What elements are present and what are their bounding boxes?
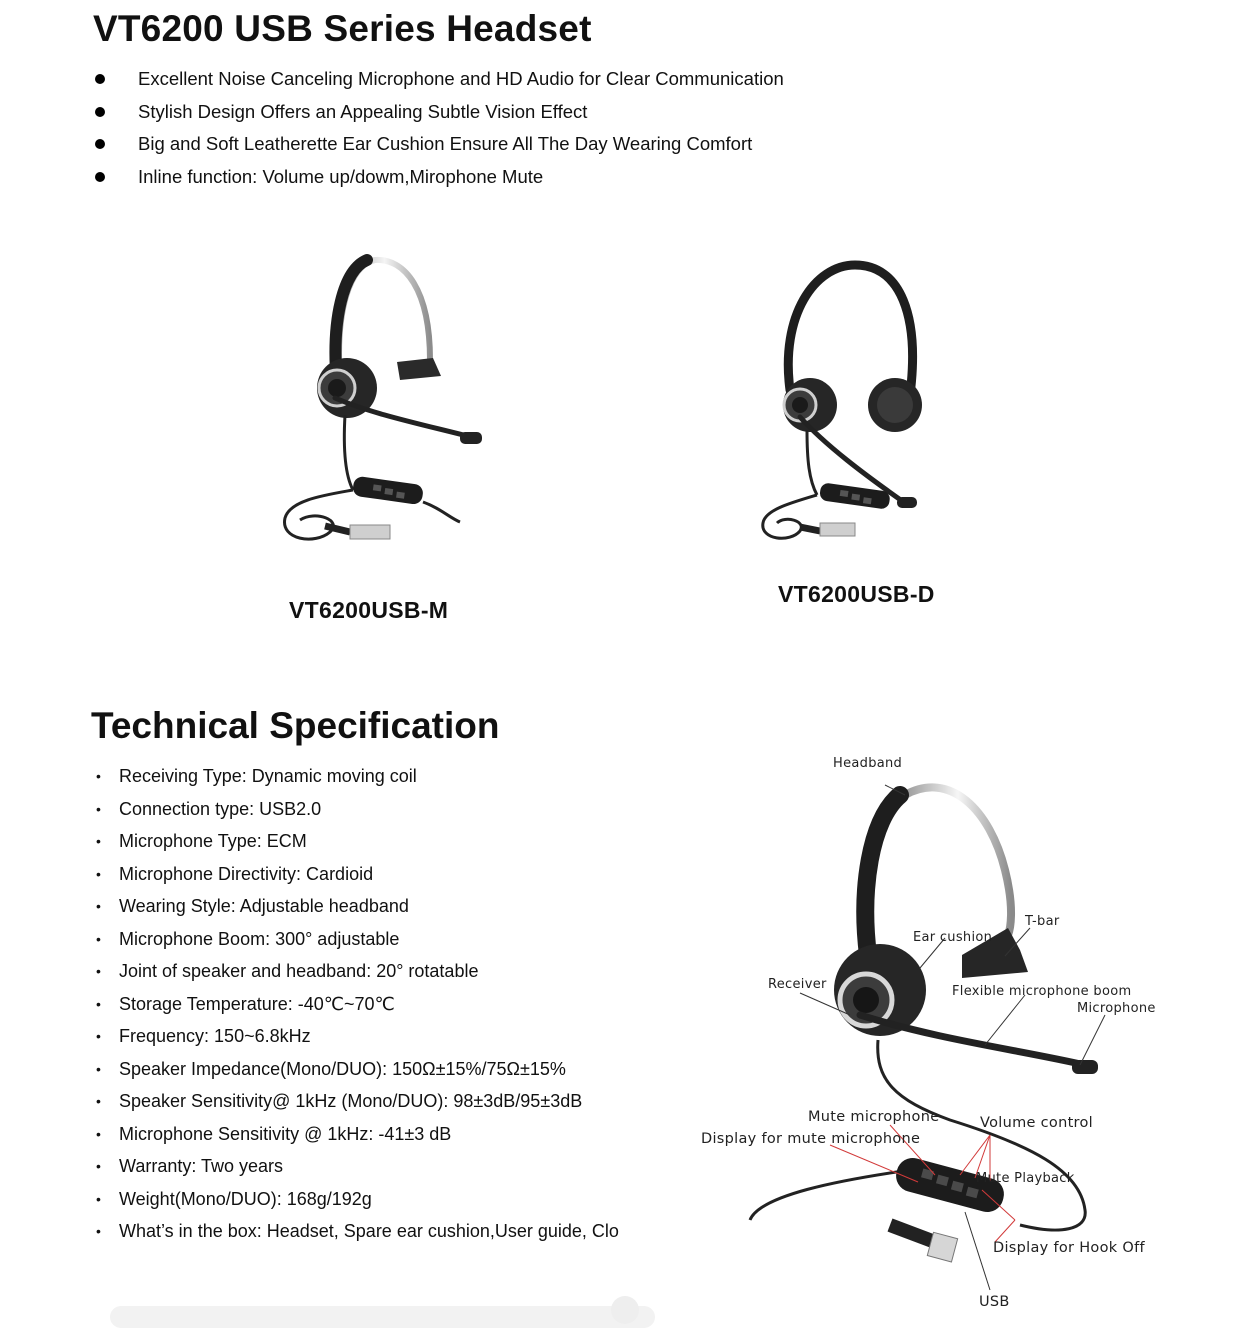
bullet-icon (95, 172, 105, 182)
label-display-hook-off: Display for Hook Off (993, 1240, 1145, 1256)
feature-item: Big and Soft Leatherette Ear Cushion Ensure All The Day Wearing Comfort (93, 129, 784, 162)
product-model-label: VT6200USB-M (289, 597, 449, 623)
label-mute-playback: Mute Playback (976, 1171, 1075, 1186)
blurred-footer-shape (110, 1296, 655, 1336)
spec-item: • What’s in the box: Headset, Spare ear cushion,User guide, Clo (96, 1215, 641, 1248)
label-mute-microphone: Mute microphone (808, 1109, 940, 1125)
feature-item: Excellent Noise Canceling Microphone and HD Audio for Clear Communication (93, 64, 784, 97)
bullet-icon (95, 139, 105, 149)
bullet-icon: • (96, 963, 101, 979)
spec-item: • Wearing Style: Adjustable headband (96, 890, 641, 923)
spec-item: • Microphone Boom: 300° adjustable (96, 923, 641, 956)
bullet-icon: • (96, 1125, 101, 1142)
spec-item: • Connection type: USB2.0 (96, 793, 641, 826)
bullet-icon: • (96, 930, 101, 947)
label-volume-control: Volume control (980, 1115, 1093, 1131)
spec-item: • Joint of speaker and headband: 20° rotatable (96, 955, 641, 988)
spec-item: • Microphone Type: ECM (96, 825, 641, 858)
spec-item: • Speaker Sensitivity@ 1kHz (Mono/DUO): 98±3dB/95±3dB (96, 1085, 641, 1118)
bullet-icon: • (96, 1060, 101, 1077)
bullet-icon: • (96, 1158, 101, 1174)
bullet-icon (95, 74, 105, 84)
spec-item: • Warranty: Two years (96, 1150, 641, 1183)
bullet-icon: • (96, 1190, 101, 1207)
bullet-icon: • (96, 1223, 101, 1239)
spec-item: • Frequency: 150~6.8kHz (96, 1020, 641, 1053)
bullet-icon: • (96, 800, 101, 817)
bullet-icon: • (96, 768, 101, 784)
label-t-bar: T-bar (1025, 914, 1060, 929)
bullet-icon: • (96, 833, 101, 849)
spec-item: • Storage Temperature: -40℃~70℃ (96, 988, 641, 1021)
spec-item: • Speaker Impedance(Mono/DUO): 150Ω±15%/75Ω±15% (96, 1053, 641, 1086)
bullet-icon: • (96, 1093, 101, 1109)
label-display-mute: Display for mute microphone (701, 1131, 921, 1147)
label-receiver: Receiver (768, 977, 827, 992)
label-flexible-boom: Flexible microphone boom (952, 984, 1132, 999)
feature-list (93, 64, 784, 194)
spec-list (96, 760, 641, 1248)
bullet-icon: • (96, 865, 101, 882)
spec-item: • Weight(Mono/DUO): 168g/192g (96, 1183, 641, 1216)
spec-item: • Microphone Sensitivity @ 1kHz: -41±3 dB (96, 1118, 641, 1151)
mono-headset-photo (255, 250, 495, 555)
bullet-icon (95, 107, 105, 117)
page-title: VT6200 USB Series Headset (93, 8, 592, 49)
label-ear-cushion: Ear cushion (913, 930, 993, 945)
spec-title: Technical Specification (91, 705, 500, 746)
feature-item: Stylish Design Offers an Appealing Subtle Vision Effect (93, 97, 784, 130)
label-headband: Headband (833, 756, 903, 771)
bullet-icon: • (96, 1028, 101, 1044)
headset-diagram (690, 750, 1170, 1325)
bullet-icon: • (96, 995, 101, 1012)
spec-item: • Microphone Directivity: Cardioid (96, 858, 641, 891)
diagram-headset-drawing (690, 750, 1170, 1325)
label-usb: USB (979, 1294, 1010, 1310)
duo-headset-photo (745, 255, 945, 550)
bullet-icon: • (96, 898, 101, 914)
product-model-label: VT6200USB-D (778, 581, 935, 607)
label-microphone: Microphone (1077, 1001, 1156, 1016)
feature-item: Inline function: Volume up/dowm,Mirophone Mute (93, 162, 784, 195)
spec-item: • Receiving Type: Dynamic moving coil (96, 760, 641, 793)
